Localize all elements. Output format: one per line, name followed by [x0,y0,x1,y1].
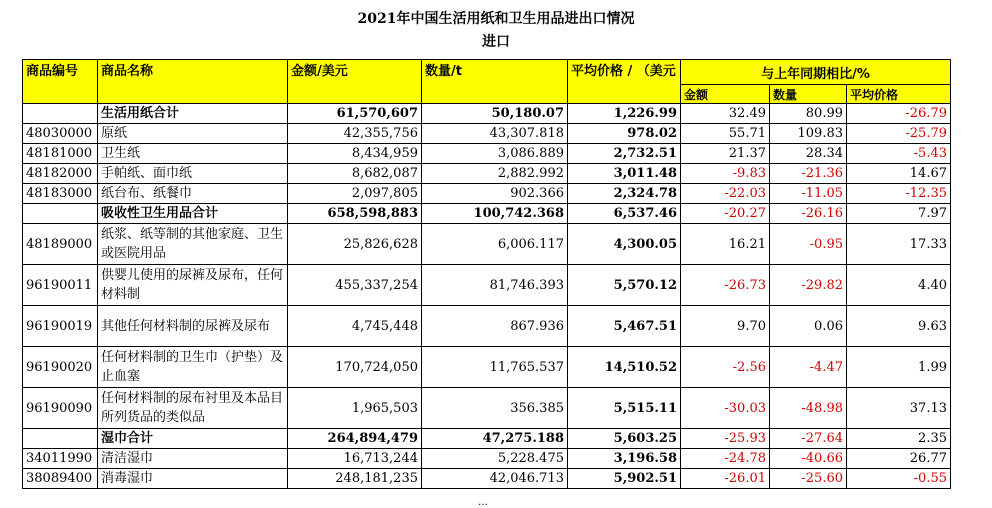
cell-yoy-amount: -24.78 [681,449,770,469]
cell-name: 生活用纸合计 [98,104,288,124]
cell-amount: 264,894,479 [288,429,422,449]
page-title: 2021年中国生活用纸和卫生用品进出口情况 [357,11,635,27]
cell-yoy-avg: 4.40 [847,265,951,306]
cell-amount: 25,826,628 [288,224,422,265]
cell-quantity: 42,046.713 [422,469,568,489]
header-avg-price: 平均价格 / （美元 [568,60,681,104]
cell-yoy-avg: -0.55 [847,469,951,489]
header-amount: 金额/美元 [288,60,422,104]
header-row [23,60,951,85]
cell-avg-price: 5,515.11 [568,388,681,429]
cell-yoy-avg: -5.43 [847,144,951,164]
cell-quantity: 356.385 [422,388,568,429]
cell-yoy-avg: -12.35 [847,184,951,204]
cell-avg-price: 5,570.12 [568,265,681,306]
cell-quantity: 43,307.818 [422,124,568,144]
cell-avg-price: 5,603.25 [568,429,681,449]
cell-avg-price: 3,011.48 [568,164,681,184]
cell-name: 吸收性卫生用品合计 [98,204,288,224]
table-row [23,347,951,388]
cell-quantity: 50,180.07 [422,104,568,124]
cell-quantity: 2,882.992 [422,164,568,184]
cell-code [23,204,98,224]
cell-quantity: 3,086.889 [422,144,568,164]
cell-amount: 2,097,805 [288,184,422,204]
cell-yoy-avg: -26.79 [847,104,951,124]
cell-amount: 42,355,756 [288,124,422,144]
cell-avg-price: 1,226.99 [568,104,681,124]
table-row [23,306,951,347]
cell-code [23,429,98,449]
cell-quantity: 6,006.117 [422,224,568,265]
cell-yoy-amount: -26.73 [681,265,770,306]
cell-yoy-amount: -20.27 [681,204,770,224]
cell-avg-price: 14,510.52 [568,347,681,388]
cell-name: 清洁湿巾 [98,449,288,469]
cell-code: 96190020 [23,347,98,388]
cell-quantity: 11,765.537 [422,347,568,388]
cell-yoy-amount: -26.01 [681,469,770,489]
cell-yoy-amount: 16.21 [681,224,770,265]
cell-yoy-amount: -22.03 [681,184,770,204]
cell-code: 96190090 [23,388,98,429]
table-row [23,469,951,489]
cell-name: 湿巾合计 [98,429,288,449]
cell-amount: 658,598,883 [288,204,422,224]
cell-quantity: 81,746.393 [422,265,568,306]
cell-yoy-amount: -25.93 [681,429,770,449]
header-yoy-quantity: 数量 [770,85,847,104]
cell-amount: 8,434,959 [288,144,422,164]
cell-code: 34011990 [23,449,98,469]
header-yoy: 与上年同期相比/% [681,60,951,85]
header-quantity: 数量/t [422,60,568,104]
cell-yoy-quantity: -21.36 [770,164,847,184]
table-row [23,124,951,144]
cell-yoy-amount: 21.37 [681,144,770,164]
header-yoy-amount: 金额 [681,85,770,104]
cell-name: 其他任何材料制的尿裤及尿布 [98,306,288,347]
cell-yoy-amount: -30.03 [681,388,770,429]
summary-row [23,204,951,224]
cell-yoy-avg: -25.79 [847,124,951,144]
cell-code: 48181000 [23,144,98,164]
cell-name: 纸浆、纸等制的其他家庭、卫生或医院用品 [98,224,288,265]
cell-quantity: 47,275.188 [422,429,568,449]
cell-yoy-amount: 55.71 [681,124,770,144]
cell-code [23,104,98,124]
cell-yoy-avg: 7.97 [847,204,951,224]
cell-name: 消毒湿巾 [98,469,288,489]
cell-name: 原纸 [98,124,288,144]
cell-yoy-quantity: -40.66 [770,449,847,469]
cell-name: 任何材料制的卫生巾（护垫）及止血塞 [98,347,288,388]
cell-yoy-quantity: -26.16 [770,204,847,224]
cell-quantity: 5,228.475 [422,449,568,469]
cell-name: 手帕纸、面巾纸 [98,164,288,184]
cell-yoy-avg: 26.77 [847,449,951,469]
table-row [23,224,951,265]
cell-yoy-quantity: 109.83 [770,124,847,144]
cell-avg-price: 5,902.51 [568,469,681,489]
cell-yoy-amount: 9.70 [681,306,770,347]
summary-row [23,429,951,449]
cell-avg-price: 978.02 [568,124,681,144]
header-code: 商品编号 [23,60,98,104]
cell-yoy-quantity: 0.06 [770,306,847,347]
cell-yoy-avg: 14.67 [847,164,951,184]
cell-yoy-quantity: -27.64 [770,429,847,449]
trade-table [22,59,951,489]
cell-code: 38089400 [23,469,98,489]
cell-amount: 4,745,448 [288,306,422,347]
cell-amount: 61,570,607 [288,104,422,124]
cell-yoy-quantity: -29.82 [770,265,847,306]
cell-code: 96190011 [23,265,98,306]
cell-quantity: 902.366 [422,184,568,204]
cell-code: 48183000 [23,184,98,204]
cell-yoy-amount: 32.49 [681,104,770,124]
cell-yoy-avg: 1.99 [847,347,951,388]
cell-avg-price: 3,196.58 [568,449,681,469]
cell-avg-price: 2,732.51 [568,144,681,164]
summary-row [23,104,951,124]
cell-yoy-quantity: -48.98 [770,388,847,429]
cell-yoy-quantity: -0.95 [770,224,847,265]
cell-amount: 8,682,087 [288,164,422,184]
cell-quantity: 867.936 [422,306,568,347]
cell-quantity: 100,742.368 [422,204,568,224]
table-row [23,265,951,306]
cell-yoy-amount: -2.56 [681,347,770,388]
cell-yoy-avg: 17.33 [847,224,951,265]
cell-name: 纸台布、纸餐巾 [98,184,288,204]
cell-avg-price: 4,300.05 [568,224,681,265]
cell-amount: 170,724,050 [288,347,422,388]
table-row [23,144,951,164]
cell-code: 96190019 [23,306,98,347]
cell-avg-price: 5,467.51 [568,306,681,347]
cell-yoy-avg: 2.35 [847,429,951,449]
cell-amount: 248,181,235 [288,469,422,489]
cell-yoy-quantity: 80.99 [770,104,847,124]
page-subtitle: 进口 [482,34,510,50]
header-name: 商品名称 [98,60,288,104]
cell-yoy-quantity: -4.47 [770,347,847,388]
cell-yoy-quantity: -11.05 [770,184,847,204]
cell-yoy-amount: -9.83 [681,164,770,184]
cell-amount: 16,713,244 [288,449,422,469]
header-yoy-avg: 平均价格 [847,85,951,104]
cell-yoy-quantity: -25.60 [770,469,847,489]
table-row [23,388,951,429]
table-row [23,184,951,204]
cell-yoy-quantity: 28.34 [770,144,847,164]
cell-code: 48182000 [23,164,98,184]
cell-name: 卫生纸 [98,144,288,164]
table-row [23,449,951,469]
cell-avg-price: 2,324.78 [568,184,681,204]
cell-code: 48189000 [23,224,98,265]
cell-name: 任何材料制的尿布衬里及本品目所列货品的类似品 [98,388,288,429]
cell-yoy-avg: 37.13 [847,388,951,429]
cell-code: 48030000 [23,124,98,144]
cell-yoy-avg: 9.63 [847,306,951,347]
cell-amount: 1,965,503 [288,388,422,429]
cell-avg-price: 6,537.46 [568,204,681,224]
cell-name: 供婴儿使用的尿裤及尿布，任何材料制 [98,265,288,306]
cell-amount: 455,337,254 [288,265,422,306]
table-row [23,164,951,184]
page-mark: … [478,497,488,508]
